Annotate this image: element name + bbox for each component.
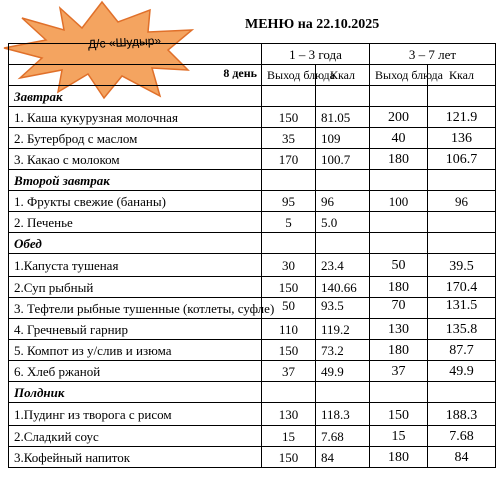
kcal-3-7: 136: [428, 128, 496, 149]
dish-name: 3.Кофейный напиток: [9, 447, 262, 468]
column-header-row: [9, 65, 496, 86]
age-group-1-header: 1 – 3 года: [262, 44, 370, 65]
dish-name: 6. Хлеб ржаной: [9, 361, 262, 382]
table-row: [9, 403, 496, 426]
table-row: [9, 298, 496, 319]
logo-text: Д/с «Шудыр»: [87, 33, 162, 52]
kcal-3-7: 49.9: [428, 361, 496, 382]
kcal-3-7: 131.5: [428, 298, 496, 319]
dish-name: 1.Пудинг из творога с рисом: [9, 403, 262, 426]
kcal-3-7: 135.8: [428, 319, 496, 340]
kcal-3-7: 84: [428, 447, 496, 468]
output-1-3: 5: [262, 212, 316, 233]
kcal-1-3: 119.2: [316, 319, 370, 340]
kcal-header-2: Ккал: [428, 65, 496, 86]
dish-name: 5. Компот из у/слив и изюма: [9, 340, 262, 361]
output-1-3: 35: [262, 128, 316, 149]
kcal-3-7: 170.4: [428, 277, 496, 298]
output-3-7: 50: [370, 254, 428, 277]
table-row: [9, 149, 496, 170]
kcal-1-3: 96: [316, 191, 370, 212]
output-3-7: 180: [370, 340, 428, 361]
table-row: [9, 426, 496, 447]
table-row: [9, 191, 496, 212]
output-1-3: 50: [262, 298, 316, 319]
output-1-3: 110: [262, 319, 316, 340]
dish-name: 2. Печенье: [9, 212, 262, 233]
section-row-breakfast: [9, 86, 496, 107]
output-1-3: 37: [262, 361, 316, 382]
section-row-lunch: [9, 233, 496, 254]
output-1-3: 150: [262, 107, 316, 128]
kcal-1-3: 5.0: [316, 212, 370, 233]
output-1-3: 170: [262, 149, 316, 170]
kcal-3-7: 96: [428, 191, 496, 212]
output-3-7: 70: [370, 298, 428, 319]
output-1-3: 30: [262, 254, 316, 277]
kcal-3-7: 87.7: [428, 340, 496, 361]
kcal-3-7: 7.68: [428, 426, 496, 447]
dish-name: 4. Гречневый гарнир: [9, 319, 262, 340]
section-title: Обед: [9, 233, 262, 254]
kcal-3-7: [428, 212, 496, 233]
dish-name: 3. Тефтели рыбные тушенные (котлеты, суфле): [9, 298, 262, 319]
kcal-1-3: 49.9: [316, 361, 370, 382]
table-row: [9, 340, 496, 361]
kcal-1-3: 100.7: [316, 149, 370, 170]
output-3-7: 40: [370, 128, 428, 149]
section-row-afternoon-snack: [9, 382, 496, 403]
table-row: [9, 277, 496, 298]
dish-name: 1. Каша кукурузная молочная: [9, 107, 262, 128]
output-3-7: 130: [370, 319, 428, 340]
table-row: [9, 128, 496, 149]
section-row-second-breakfast: [9, 170, 496, 191]
output-1-3: 130: [262, 403, 316, 426]
dish-name: 2.Сладкий соус: [9, 426, 262, 447]
day-label: 8 день: [223, 66, 257, 80]
section-title: Полдник: [9, 382, 262, 403]
output-3-7: 180: [370, 277, 428, 298]
menu-table: [8, 43, 496, 468]
kcal-3-7: 188.3: [428, 403, 496, 426]
age-group-2-header: 3 – 7 лет: [370, 44, 496, 65]
output-3-7: [370, 212, 428, 233]
section-title: Завтрак: [9, 86, 262, 107]
kcal-3-7: 121.9: [428, 107, 496, 128]
table-row: [9, 254, 496, 277]
table-row: [9, 107, 496, 128]
kcal-1-3: 140.66: [316, 277, 370, 298]
output-3-7: 15: [370, 426, 428, 447]
table-row: [9, 447, 496, 468]
dish-name: 1.Капуста тушеная: [9, 254, 262, 277]
kcal-header-1: Ккал: [316, 65, 370, 86]
output-header-1: Выход блюда: [262, 65, 316, 86]
header-corner-cell: [9, 44, 262, 65]
kcal-1-3: 7.68: [316, 426, 370, 447]
day-cell: [9, 65, 262, 86]
table-row: [9, 212, 496, 233]
table-row: [9, 361, 496, 382]
age-group-header-row: [9, 44, 496, 65]
kcal-3-7: 39.5: [428, 254, 496, 277]
output-3-7: 100: [370, 191, 428, 212]
dish-name: 2.Суп рыбный: [9, 277, 262, 298]
output-3-7: 180: [370, 149, 428, 170]
page-title: МЕНЮ на 22.10.2025: [245, 17, 380, 32]
output-3-7: 37: [370, 361, 428, 382]
kcal-1-3: 109: [316, 128, 370, 149]
kcal-1-3: 81.05: [316, 107, 370, 128]
kcal-1-3: 93.5: [316, 298, 370, 319]
dish-name: 1. Фрукты свежие (бананы): [9, 191, 262, 212]
kcal-1-3: 84: [316, 447, 370, 468]
output-3-7: 180: [370, 447, 428, 468]
output-3-7: 150: [370, 403, 428, 426]
kcal-1-3: 23.4: [316, 254, 370, 277]
output-3-7: 200: [370, 107, 428, 128]
output-1-3: 150: [262, 340, 316, 361]
output-1-3: 150: [262, 447, 316, 468]
output-1-3: 15: [262, 426, 316, 447]
output-1-3: 95: [262, 191, 316, 212]
table-row: [9, 319, 496, 340]
kcal-3-7: 106.7: [428, 149, 496, 170]
output-header-2: Выход блюда: [370, 65, 428, 86]
kcal-1-3: 118.3: [316, 403, 370, 426]
kcal-1-3: 73.2: [316, 340, 370, 361]
output-1-3: 150: [262, 277, 316, 298]
dish-name: 3. Какао с молоком: [9, 149, 262, 170]
section-title: Второй завтрак: [9, 170, 262, 191]
dish-name: 2. Бутерброд с маслом: [9, 128, 262, 149]
